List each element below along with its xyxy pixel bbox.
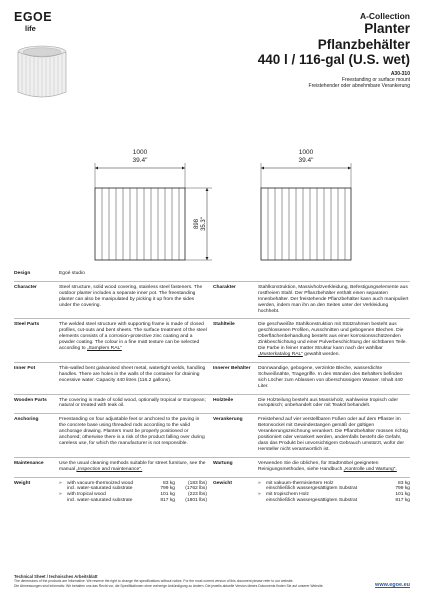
bullet: » xyxy=(258,492,261,498)
weight-en-lbs: (1801 lbs) xyxy=(185,498,207,504)
steel-de-tail: gewählt werden. xyxy=(302,351,340,357)
bullet: » xyxy=(59,480,62,486)
spec-row-character xyxy=(14,281,410,319)
anchoring-de: Freistehend auf vier verstellbaren Füßen oder auf dem Pflaster im Betonsockel mit Gewindestangen gemäß der gültigen Verankerungszeichnung verankert. Die Pflanzbehälter müssen richtig positioniert oder verankert werden, andernfalls besteht die Gefahr, dass das Produkt bei unvorsichtigem Gebrauch umstürzt, wofür der Hersteller nicht verantwortlich ist. xyxy=(258,417,408,452)
spec-table xyxy=(14,268,410,508)
character-en: Steel structure, solid wood covering, stainless steel fasteners. The outdoor planter includes a separate inner pot. The freestanding planter can also be manipulated by picking it up from the sides under the covering. xyxy=(59,284,203,308)
footer-disclaimer-de: Die Abmessungen sind informativ. Wir behalten uns das Recht vor, die Spezifikationen ohne vorherige Ankündigung zu ändern. Die jeweils aktuelle Version dieses Dokuments finden Sie auf unserer Website. xyxy=(14,583,324,588)
design-value: Egoé studio xyxy=(59,271,85,276)
inner-en: Thin-walled bent galvanised sheet metal, watertight welds, handling handles. There are holes in the walls of the container for draining excessive water. Capacity 440 litres (116.2 gallons). xyxy=(59,365,206,383)
product-code: A30-310 xyxy=(390,70,410,77)
maintenance-en: Use the usual cleaning methods suitable for street furniture, see the manual xyxy=(59,460,206,472)
spec-row-steel xyxy=(14,318,410,361)
inner-label-de: Innerer Behälter xyxy=(213,365,251,371)
inner-de: Dünnwandige, gebogene, verzinkte Bleche, wasserdichte Schweißnähte, Tragegriffe. In den Wänden des Behälters befinden sich Löcher zum Ablassen von überschüssigem Wasser. Inhalt 440 Liter. xyxy=(258,365,403,389)
spec-row-maintenance xyxy=(14,457,410,477)
weight-de-kg: 101 kg xyxy=(395,492,410,498)
maintenance-de-cell xyxy=(258,461,410,473)
weight-de-kg: 83 kg xyxy=(398,480,410,486)
wood-label-de: Holzteile xyxy=(213,397,234,403)
steel-de-cell xyxy=(258,322,410,357)
front-view-drawing xyxy=(95,163,212,260)
bullet: » xyxy=(258,480,261,486)
weight-de-text: einschließlich wassergesättigtem Substrat xyxy=(266,486,358,492)
weight-de-row xyxy=(258,498,410,504)
spec-row-anchoring xyxy=(14,413,410,456)
title-en: Planter xyxy=(364,21,410,36)
subtitle-de: Freistehender oder abnehmbare Verankerung xyxy=(308,83,410,89)
front-width-in: 39.4" xyxy=(132,157,148,164)
anchoring-label-de: Verankerung xyxy=(213,417,243,423)
maintenance-en-cell xyxy=(59,461,213,473)
spec-row-inner-pot xyxy=(14,362,410,394)
weight-label-de: Gewicht xyxy=(213,480,233,486)
weight-de-text: mit tropischem Holz xyxy=(266,492,309,498)
steel-label: Steel Parts xyxy=(14,322,40,328)
character-label: Character xyxy=(14,284,37,290)
spec-row-weight xyxy=(14,477,410,509)
subtitle-en: Freestanding or surface mount xyxy=(341,76,410,83)
maintenance-de: Verwenden Sie die üblichen, für Stadtmöbel geeigneten Reinigungsmethoden, siehe Handbuch xyxy=(258,460,379,472)
side-view-drawing xyxy=(261,163,351,260)
anchoring-label: Anchoring xyxy=(14,417,39,423)
footer xyxy=(14,575,410,588)
height-mm: 898 xyxy=(194,218,200,230)
weight-en-lbs: (183 lbs) xyxy=(187,480,207,486)
maintenance-label: Maintenance xyxy=(14,460,44,466)
weight-de-text: einschließlich wassergesättigtem Substrat xyxy=(266,498,358,504)
brand-name: EGOE xyxy=(14,10,53,24)
weight-de-kg: 817 kg xyxy=(395,498,410,504)
weight-en-kg: 817 kg xyxy=(160,498,175,504)
character-de: Stahlkonstruktion, Massivholzverkleidung, Befestigungselemente aus rostfreiem Stahl. Der Pflanzbehälter enthält einen separaten Innenbehälter. Der freistehende Pflanzbehälter kann auch manipuliert werden, indem man ihn an den Seiten unter der Verkleidung hochhebt. xyxy=(258,284,409,314)
wood-label: Wooden Parts xyxy=(14,397,47,403)
weight-en xyxy=(59,481,213,505)
title-de: Pflanzbehälter xyxy=(317,36,410,52)
bullet: » xyxy=(59,492,62,498)
capacity-title: 440 l / 116-gal (U.S. wet) xyxy=(257,52,410,67)
footer-heading: Technical Sheet / technisches Arbeitsblatt xyxy=(14,574,98,579)
steel-label-de: Stahlteile xyxy=(213,322,235,328)
anchoring-en: Freestanding on four adjustable feet or anchored to the paving in the concrete base using threaded rods according to the valid anchorage drawing. Planters must be properly positioned or anchored; otherwise there is a risk of the product falling over during careless use, for which the manufacturer is not responsible. xyxy=(59,417,205,446)
side-width-in: 39.4" xyxy=(298,157,314,164)
weight-de-kg: 799 kg xyxy=(395,486,410,492)
footer-disclaimer-en: The dimensions of the products are informative. We reserve the right to change the specifications without notice. For the most current version of this document please refer to our website. xyxy=(14,579,294,584)
wood-de: Die Holzteilung besteht aus Massivholz, wahlweise tropisch oder europäisch; unbehandelt oder mit Teaköl behandelt. xyxy=(258,397,398,409)
website-link[interactable]: www.egoe.eu xyxy=(375,582,410,588)
weight-en-text: incl. water-saturated substrate xyxy=(67,498,133,504)
weight-en-text: with tropical wood xyxy=(67,492,106,498)
spec-row-design xyxy=(14,268,410,281)
steel-de: Die geschweißte Stahlkonstruktion mit Stützrahmen besteht aus geschlossenen Profilen, Ausschnitten und gebogenen Blechen. Die Oberflächenbehandlung besteht aus einer korrosionsschützenden Zinkbeschichtung und einer Pulverbeschichtung der sichtbaren Teile. Die Farbe in feiner matter Struktur kann nach der wählbar xyxy=(258,322,407,352)
inner-label: Inner Pot xyxy=(14,365,36,371)
weight-de-text: mit vakuum-thermisiertem Holz xyxy=(266,480,334,486)
weight-en-lbs: (1762 lbs) xyxy=(185,486,207,492)
collection-name: A-Collection xyxy=(359,11,410,21)
planter-perspective-image xyxy=(18,46,66,98)
steel-en-cell xyxy=(59,322,213,357)
weight-en-kg: 101 kg xyxy=(160,492,175,498)
weight-en-kg: 799 kg xyxy=(160,486,175,492)
maintenance-label-de: Wartung xyxy=(213,460,233,466)
weight-en-lbs: (223 lbs) xyxy=(187,492,207,498)
weight-en-text: incl. water-saturated substrate xyxy=(67,486,133,492)
weight-en-kg: 83 kg xyxy=(163,480,175,486)
musterkatalog-ral-link[interactable]: „Musterkatalog RAL“ xyxy=(258,351,303,357)
weight-label: Weight xyxy=(14,480,31,486)
product-drawings xyxy=(0,0,424,270)
side-width-mm: 1000 xyxy=(298,149,314,156)
weight-de xyxy=(258,481,410,505)
character-label-de: Charakter xyxy=(213,284,236,290)
inspection-maintenance-link[interactable]: „Inspection and maintenance“. xyxy=(76,466,143,472)
samplers-ral-link[interactable]: „Samplers RAL“ xyxy=(87,346,122,352)
front-width-mm: 1000 xyxy=(132,149,148,156)
weight-en-text: with vacuum-thermoized wood xyxy=(67,480,134,486)
kontrolle-wartung-link[interactable]: „Kontrolle und Wartung“. xyxy=(343,466,397,472)
design-label: Design xyxy=(14,271,31,276)
wood-en: The covering is made of solid wood, optionally tropical or European; natural or treated with teak oil. xyxy=(59,397,206,409)
spec-row-wood xyxy=(14,394,410,414)
weight-en-row xyxy=(59,498,207,504)
brand-subname: life xyxy=(25,23,36,33)
height-in: 35.3" xyxy=(201,217,207,231)
steel-en: The welded steel structure with supporting frame is made of closed profiles, cut-outs and bent sheets. The surface treatment of the steel elements consists of a corrosion-protective zinc coating and a powder coating. The colour in a fine matt texture can be selected according to xyxy=(59,322,207,352)
